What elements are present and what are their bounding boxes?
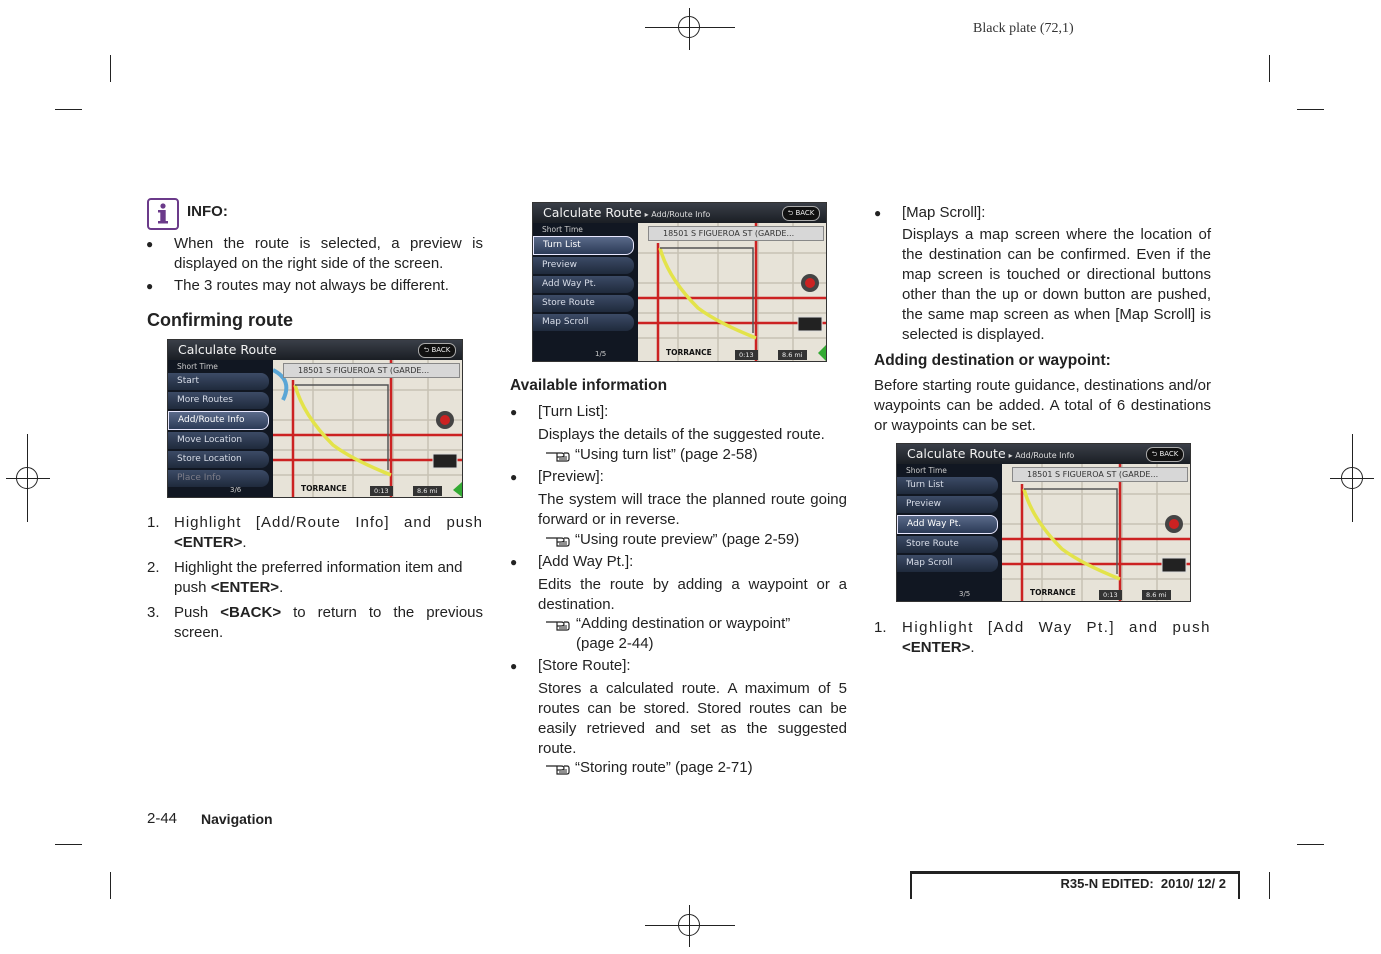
address-bar: 18501 S FIGUEROA ST (GARDE... bbox=[283, 363, 460, 378]
item-add-way-pt-desc: Edits the route by adding a waypoint or a destination. bbox=[538, 576, 847, 613]
back-label: BACK bbox=[795, 209, 815, 217]
bullet-dot: ● bbox=[874, 206, 882, 220]
screen-title: Calculate Route bbox=[178, 342, 277, 357]
step-2-key: <ENTER> bbox=[210, 579, 280, 596]
page-number: 2-44 bbox=[147, 810, 178, 827]
item-map-scroll-label: [Map Scroll]: bbox=[902, 204, 986, 221]
menu-item-preview[interactable]: Preview bbox=[897, 496, 998, 513]
bullet-dot: ● bbox=[146, 279, 154, 293]
route-map[interactable] bbox=[273, 360, 462, 497]
pointing-hand-icon bbox=[545, 760, 571, 776]
menu-item-turn-list[interactable]: Turn List bbox=[897, 477, 998, 494]
screen-title-bar: Calculate Route ▸ Add/Route Info ⮌ BACK bbox=[533, 203, 826, 223]
step-1-key: <ENTER> bbox=[174, 534, 243, 551]
screen-subtitle: Add/Route Info bbox=[651, 210, 711, 219]
menu-item-move-location[interactable]: Move Location bbox=[168, 432, 269, 449]
screen-subtitle: Add/Route Info bbox=[1015, 451, 1075, 460]
step-2-pre: Highlight the preferred information item and push bbox=[174, 559, 463, 596]
bullet-dot: ● bbox=[510, 470, 518, 484]
edited-stamp: R35-N EDITED: 2010/ 12/ 2 bbox=[1060, 876, 1226, 891]
bullet-dot: ● bbox=[510, 405, 518, 419]
menu-header: Short Time bbox=[177, 362, 218, 371]
back-label: BACK bbox=[1159, 450, 1179, 458]
info-bullet-2: The 3 routes may not always be different. bbox=[174, 277, 449, 294]
map-town-label: TORRANCE bbox=[1030, 588, 1076, 597]
menu-item-map-scroll[interactable]: Map Scroll bbox=[897, 555, 998, 572]
right-step-1-text bbox=[902, 618, 1211, 658]
item-turn-list-ref bbox=[545, 445, 758, 465]
ref-adding-destination[interactable]: “Adding destination or waypoint” (page 2-44) bbox=[576, 615, 791, 652]
menu-header: Short Time bbox=[542, 225, 583, 234]
page-indicator: 3/6 bbox=[230, 486, 242, 494]
back-button[interactable]: ⮌ BACK bbox=[782, 206, 820, 221]
menu-item-add-route-info[interactable]: Add/Route Info bbox=[168, 411, 269, 430]
menu-item-map-scroll[interactable]: Map Scroll bbox=[533, 314, 634, 331]
route-time: 0:13 bbox=[1099, 590, 1122, 600]
screen-menu bbox=[168, 360, 273, 497]
back-label: BACK bbox=[431, 346, 451, 354]
map-town-label: TORRANCE bbox=[666, 348, 712, 357]
screen-title-bar: Calculate Route ▸ Add/Route Info ⮌ BACK bbox=[897, 444, 1190, 464]
nav-screen-route-info bbox=[532, 202, 827, 362]
info-label: INFO: bbox=[187, 203, 228, 220]
item-preview-ref bbox=[545, 530, 799, 550]
step-1-text bbox=[174, 513, 483, 553]
menu-item-more-routes[interactable]: More Routes bbox=[168, 392, 269, 409]
item-turn-list-label: [Turn List]: bbox=[538, 403, 609, 420]
subheading-adding-destination: Adding destination or waypoint: bbox=[874, 352, 1111, 369]
right-step-1-pre: Highlight [Add Way Pt.] and push bbox=[902, 619, 1211, 636]
item-add-way-pt-label: [Add Way Pt.]: bbox=[538, 553, 634, 570]
route-time: 0:13 bbox=[370, 486, 393, 496]
item-preview-desc: The system will trace the planned route going forward or in reverse. bbox=[538, 491, 847, 528]
bullet-dot: ● bbox=[510, 659, 518, 673]
step-3-key: <BACK> bbox=[220, 604, 282, 621]
step-3-number: 3. bbox=[147, 604, 160, 621]
item-store-route-label: [Store Route]: bbox=[538, 657, 631, 674]
plate-label: Black plate (72,1) bbox=[973, 21, 1074, 36]
info-icon bbox=[147, 198, 179, 230]
step-1-post: . bbox=[242, 534, 247, 551]
back-button[interactable]: ⮌ BACK bbox=[1146, 447, 1184, 462]
step-3-text bbox=[174, 603, 483, 643]
screen-menu bbox=[533, 223, 638, 361]
page-indicator: 1/5 bbox=[595, 350, 607, 358]
menu-item-store-route[interactable]: Store Route bbox=[897, 536, 998, 553]
item-turn-list-desc: Displays the details of the suggested route. bbox=[538, 426, 825, 443]
menu-item-preview[interactable]: Preview bbox=[533, 257, 634, 274]
right-step-1-number: 1. bbox=[874, 619, 887, 636]
bullet-dot: ● bbox=[146, 237, 154, 251]
item-store-route-ref bbox=[545, 758, 753, 778]
page-indicator: 3/5 bbox=[959, 590, 971, 598]
route-distance: 8.6 mi bbox=[1142, 590, 1171, 600]
nav-screen-add-way-pt bbox=[896, 443, 1191, 602]
address-bar: 18501 S FIGUEROA ST (GARDE... bbox=[1012, 467, 1188, 482]
route-map[interactable] bbox=[638, 223, 826, 361]
screen-title: Calculate Route bbox=[543, 205, 642, 220]
step-2-text bbox=[174, 558, 483, 598]
pointing-hand-icon bbox=[545, 532, 571, 548]
item-add-way-pt-ref bbox=[545, 614, 815, 654]
step-1-pre: Highlight [Add/Route Info] and push bbox=[174, 514, 483, 531]
step-2-post: . bbox=[279, 579, 284, 596]
ref-turn-list[interactable]: “Using turn list” (page 2-58) bbox=[575, 446, 758, 463]
screen-title: Calculate Route bbox=[907, 446, 1006, 461]
address-bar: 18501 S FIGUEROA ST (GARDE... bbox=[648, 226, 824, 241]
route-distance: 8.6 mi bbox=[413, 486, 442, 496]
route-time: 0:13 bbox=[735, 350, 758, 360]
right-step-1-key: <ENTER> bbox=[902, 639, 971, 656]
map-town-label: TORRANCE bbox=[301, 484, 347, 493]
item-map-scroll-desc: Displays a map screen where the location of the destination can be confirmed. Even if the map screen is touched or directional buttons other than the up or down button are pushed, the same map screen as when [Map Scroll] is selected is displayed. bbox=[902, 226, 1211, 343]
bullet-dot: ● bbox=[510, 555, 518, 569]
menu-item-store-route[interactable]: Store Route bbox=[533, 295, 634, 312]
edited-stamp-box bbox=[910, 871, 1240, 899]
screen-title-bar bbox=[168, 340, 462, 360]
info-bullet-1: When the route is selected, a preview is displayed on the right side of the screen. bbox=[174, 235, 483, 272]
ref-route-preview[interactable]: “Using route preview” (page 2-59) bbox=[575, 531, 800, 548]
step-1-number: 1. bbox=[147, 514, 160, 531]
item-store-route-desc: Stores a calculated route. A maximum of 5 routes can be stored. Stored routes can be easily retrieved and set as the suggested route. bbox=[538, 680, 847, 757]
menu-item-add-way-pt[interactable]: Add Way Pt. bbox=[897, 515, 998, 534]
item-preview-label: [Preview]: bbox=[538, 468, 604, 485]
step-3-post: to return to the previous screen. bbox=[174, 604, 484, 641]
menu-item-place-info[interactable]: Place Info bbox=[168, 470, 269, 487]
menu-item-start[interactable]: Start bbox=[168, 373, 269, 390]
adding-destination-paragraph: Before starting route guidance, destinations and/or waypoints can be added. A total of 6 destinations or waypoints can be set. bbox=[874, 377, 1211, 434]
right-step-1-post: . bbox=[970, 639, 975, 656]
step-3-pre: Push bbox=[174, 604, 221, 621]
pointing-hand-icon bbox=[545, 616, 571, 632]
ref-storing-route[interactable]: “Storing route” (page 2-71) bbox=[575, 759, 753, 776]
menu-header: Short Time bbox=[906, 466, 947, 475]
step-2-number: 2. bbox=[147, 559, 160, 576]
section-title-confirming-route: Confirming route bbox=[147, 310, 293, 330]
menu-item-add-way-pt[interactable]: Add Way Pt. bbox=[533, 276, 634, 293]
menu-item-turn-list[interactable]: Turn List bbox=[533, 236, 634, 255]
menu-item-store-location[interactable]: Store Location bbox=[168, 451, 269, 468]
route-distance: 8.6 mi bbox=[778, 350, 807, 360]
pointing-hand-icon bbox=[545, 447, 571, 463]
back-button[interactable]: ⮌ BACK bbox=[418, 343, 456, 358]
screen-menu bbox=[897, 464, 1002, 601]
nav-screen-confirm-route bbox=[167, 339, 463, 498]
footer-section: Navigation bbox=[201, 811, 273, 827]
route-map[interactable] bbox=[1002, 464, 1190, 601]
section-title-available-information: Available information bbox=[510, 377, 668, 394]
